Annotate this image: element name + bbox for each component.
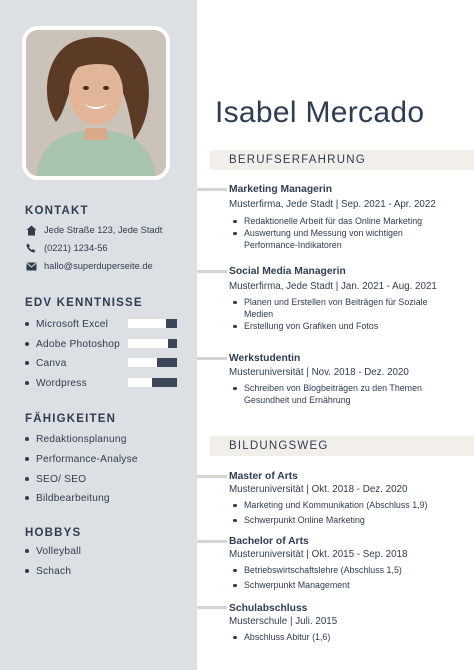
education-meta: Musteruniversität | Okt. 2015 - Sep. 2018: [229, 549, 408, 560]
edv-item-label: Microsoft Excel: [36, 318, 109, 330]
mail-icon: [25, 260, 37, 272]
edv-item-label: Adobe Photoshop: [36, 338, 121, 350]
skill-level-fill: [166, 319, 177, 328]
timeline-tick: [197, 357, 227, 360]
job-meta: Musterfirma, Jede Stadt | Sep. 2021 - Apr. 2022: [229, 199, 436, 210]
skill-level-bar: [128, 358, 177, 367]
edv-item: [25, 376, 87, 390]
job-bullet: Planen und Erstellen von Beiträgen für Soziale Medien: [233, 296, 438, 320]
skill-level-fill: [152, 378, 177, 387]
contact-phone: [25, 241, 108, 255]
contact-email: [25, 259, 153, 273]
home-icon: [25, 224, 37, 236]
job-meta: Musterfirma, Jede Stadt | Jan. 2021 - Aug. 2021: [229, 281, 437, 292]
skill-item-label: Performance-Analyse: [36, 453, 138, 465]
edv-heading: EDV KENNTNISSE: [25, 297, 143, 309]
education-bullet: Schwerpunkt Management: [233, 579, 438, 591]
experience-heading: BERUFSERFAHRUNG: [229, 154, 366, 166]
contact-address: [25, 223, 162, 237]
skill-level-bar: [128, 339, 177, 348]
education-meta: Musteruniversität | Okt. 2018 - Dez. 2020: [229, 484, 408, 495]
edv-item-label: Canva: [36, 357, 67, 369]
timeline-tick: [197, 475, 227, 478]
candidate-name: Isabel Mercado: [215, 96, 425, 129]
education-heading: BILDUNGSWEG: [229, 440, 329, 452]
skill-item: [25, 491, 110, 505]
skill-level-fill: [157, 358, 177, 367]
hobby-item: [25, 564, 71, 578]
skill-level-bar: [128, 378, 177, 387]
edv-item: [25, 337, 120, 351]
contact-heading: KONTAKT: [25, 205, 89, 217]
job-bullet: Auswertung und Messung von wichtigen Performance-Indikatoren: [233, 227, 438, 251]
edv-item: [25, 317, 108, 331]
timeline-tick: [197, 606, 227, 609]
job-meta: Musteruniversität | Nov. 2018 - Dez. 2020: [229, 367, 409, 378]
phone-icon: [25, 242, 37, 254]
education-bullet: Schwerpunkt Online Marketing: [233, 514, 438, 526]
timeline-tick: [197, 188, 227, 191]
job-bullet: Redaktionelle Arbeit für das Online Marketing: [233, 215, 438, 227]
job-bullet: Schreiben von Blogbeiträgen zu den Themen Gesundheit und Ernährung: [233, 382, 438, 406]
education-bullet: Abschluss Abitur (1,6): [233, 631, 438, 643]
contact-phone-text: (0221) 1234-56: [44, 243, 108, 253]
education-bullet: Marketing und Kommunikation (Abschluss 1,9): [233, 499, 438, 511]
skills-heading: FÄHIGKEITEN: [25, 413, 117, 425]
education-title: Bachelor of Arts: [229, 536, 309, 547]
education-meta: Musterschule | Juli. 2015: [229, 616, 338, 627]
edv-item-label: Wordpress: [36, 377, 87, 389]
job-title: Werkstudentin: [229, 353, 301, 364]
education-bullet: Betriebswirtschaftslehre (Abschluss 1,5): [233, 564, 438, 576]
skill-item: [25, 472, 86, 486]
timeline-tick: [197, 540, 227, 543]
hobby-item: [25, 544, 81, 558]
skill-item-label: Bildbearbeitung: [36, 492, 110, 504]
timeline-tick: [197, 270, 227, 273]
skill-item: [25, 452, 138, 466]
hobby-item-label: Schach: [36, 565, 72, 577]
job-title: Marketing Managerin: [229, 184, 332, 195]
hobbies-heading: HOBBYS: [25, 527, 82, 539]
edv-item: [25, 356, 66, 370]
job-title: Social Media Managerin: [229, 266, 346, 277]
contact-address-text: Jede Straße 123, Jede Stadt: [44, 225, 163, 235]
education-title: Schulabschluss: [229, 603, 308, 614]
education-title: Master of Arts: [229, 471, 298, 482]
hobby-item-label: Volleyball: [36, 545, 82, 557]
profile-photo: [22, 26, 170, 180]
job-bullet: Erstellung von Grafiken und Fotos: [233, 320, 438, 332]
skill-level-fill: [168, 339, 177, 348]
contact-email-text: hallo@superduperseite.de: [44, 261, 153, 271]
skill-item-label: Redaktionsplanung: [36, 433, 127, 445]
skill-level-bar: [128, 319, 177, 328]
skill-item: [25, 432, 127, 446]
skill-item-label: SEO/ SEO: [36, 473, 87, 485]
